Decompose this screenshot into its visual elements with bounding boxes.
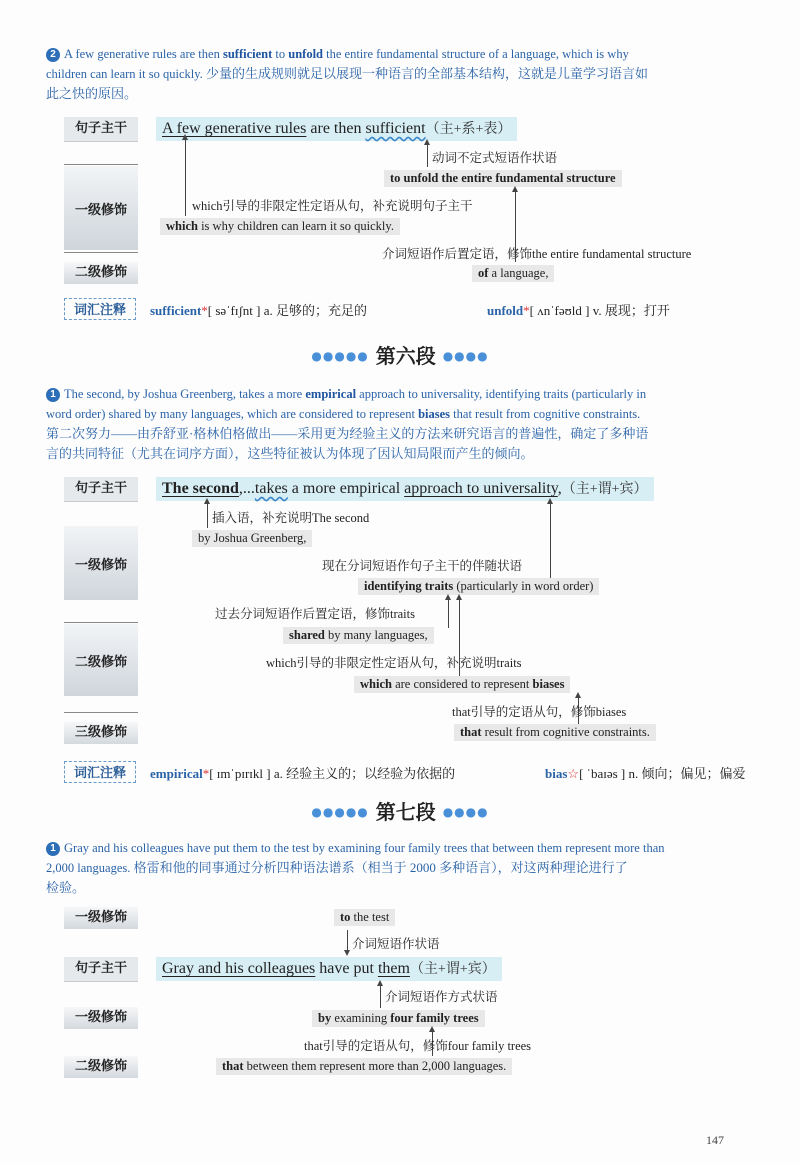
label-level1: 一级修饰 — [64, 166, 138, 250]
label-level3: 三级修饰 — [64, 722, 138, 744]
annotation: which引导的非限定性定语从句，补充说明traits — [266, 656, 522, 670]
vocab-entry: empirical*[ ɪmˈpɪrɪkl ] a. 经验主义的；以经验为依据的 — [150, 766, 456, 781]
modifier-phrase: which is why children can learn it so quickly. — [160, 218, 400, 235]
label-main-clause: 句子主干 — [64, 117, 138, 142]
arrow-up — [550, 504, 551, 578]
vocab-entry: sufficient*[ səˈfɪʃnt ] a. 足够的；充足的 — [150, 303, 367, 318]
paragraph-2: 1 The second, by Joshua Greenberg, takes a more empirical approach to universality, identifying traits (particularly in word order) shared by many languages, which are considered to represent biases that result from cognitive constraints. 第二次努力——由乔舒亚·格林伯格做出——采用更为经验主义的方法来研究语言的普遍性，确定了多种语 言的共同特征（尤其在词序方面），这些特征被认为体现了因认知局限而产生的倾向。 — [46, 387, 649, 461]
modifier-phrase: by Joshua Greenberg, — [192, 530, 312, 547]
divider — [64, 164, 138, 165]
annotation: that引导的定语从句，修饰four family trees — [304, 1039, 532, 1053]
annotation: 动词不定式短语作状语 — [432, 151, 558, 165]
arrow-up — [207, 504, 208, 528]
arrow-up — [380, 986, 381, 1008]
modifier-phrase: by examining four family trees — [312, 1010, 485, 1027]
sentence-number-badge: 1 — [46, 388, 60, 402]
annotation: 现在分词短语作句子主干的伴随状语 — [322, 559, 523, 573]
modifier-phrase: of a language, — [472, 265, 554, 282]
arrow-down — [347, 930, 348, 950]
section-heading: ●●●●● 第七段 ●●●● — [311, 800, 489, 824]
vocab-entry: bias☆[ ˈbaɪəs ] n. 倾向；偏见；偏爱 — [545, 766, 746, 781]
sentence-number-badge: 2 — [46, 48, 60, 62]
label-level2: 二级修饰 — [64, 1056, 138, 1078]
annotation: 介词短语作方式状语 — [385, 990, 498, 1004]
main-clause: Gray and his colleagues have put them（主+谓+宾） — [156, 957, 502, 981]
arrow-up — [427, 145, 428, 167]
label-level2: 二级修饰 — [64, 624, 138, 696]
arrow-up — [448, 600, 449, 628]
paragraph-3: 1 Gray and his colleagues have put them to the test by examining four family trees that between them represent more than 2,000 languages. 格雷和他的同事通过分析四种语法谱系（相当于 2000 多种语言），对这两种理论进行了 检验。 — [46, 841, 665, 895]
label-level2: 二级修饰 — [64, 262, 138, 284]
modifier-phrase: that result from cognitive constraints. — [454, 724, 656, 741]
divider — [64, 622, 138, 623]
annotation: 介词短语作后置定语，修饰the entire fundamental structure — [382, 247, 692, 261]
label-main-clause: 句子主干 — [64, 477, 138, 502]
divider — [64, 252, 138, 253]
annotation: 过去分词短语作后置定语，修饰traits — [215, 607, 415, 621]
label-level1: 一级修饰 — [64, 1007, 138, 1029]
label-level1: 一级修饰 — [64, 907, 138, 929]
annotation: 插入语，补充说明The second — [212, 511, 370, 525]
page-number: 147 — [706, 1133, 724, 1147]
annotation: which引导的非限定性定语从句，补充说明句子主干 — [192, 199, 473, 213]
paragraph-1: 2 A few generative rules are then sufficient to unfold the entire fundamental structure of a language, which is why children can learn it so quickly. 少量的生成规则就足以展现一种语言的全部基本结构，这就是儿童学习语言如 此之快的原因。 — [46, 47, 649, 101]
modifier-phrase: shared by many languages, — [283, 627, 434, 644]
arrow-up — [185, 140, 186, 216]
main-clause: A few generative rules are then sufficient（主+系+表） — [156, 117, 517, 141]
vocab-label: 词汇注释 — [64, 761, 136, 783]
label-level1: 一级修饰 — [64, 526, 138, 600]
modifier-phrase: to unfold the entire fundamental structure — [384, 170, 622, 187]
divider — [64, 712, 138, 713]
main-clause: The second,...takes a more empirical approach to universality,（主+谓+宾） — [156, 477, 654, 501]
modifier-phrase: to the test — [334, 909, 395, 926]
annotation: 介词短语作状语 — [352, 937, 440, 951]
label-main-clause: 句子主干 — [64, 957, 138, 982]
modifier-phrase: that between them represent more than 2,000 languages. — [216, 1058, 512, 1075]
sentence-number-badge: 1 — [46, 842, 60, 856]
vocab-label: 词汇注释 — [64, 298, 136, 320]
modifier-phrase: identifying traits (particularly in word order) — [358, 578, 599, 595]
annotation: that引导的定语从句，修饰biases — [452, 705, 627, 719]
modifier-phrase: which are considered to represent biases — [354, 676, 570, 693]
section-heading: ●●●●● 第六段 ●●●● — [311, 344, 489, 368]
vocab-entry: unfold*[ ʌnˈfəʊld ] v. 展现；打开 — [487, 303, 670, 318]
